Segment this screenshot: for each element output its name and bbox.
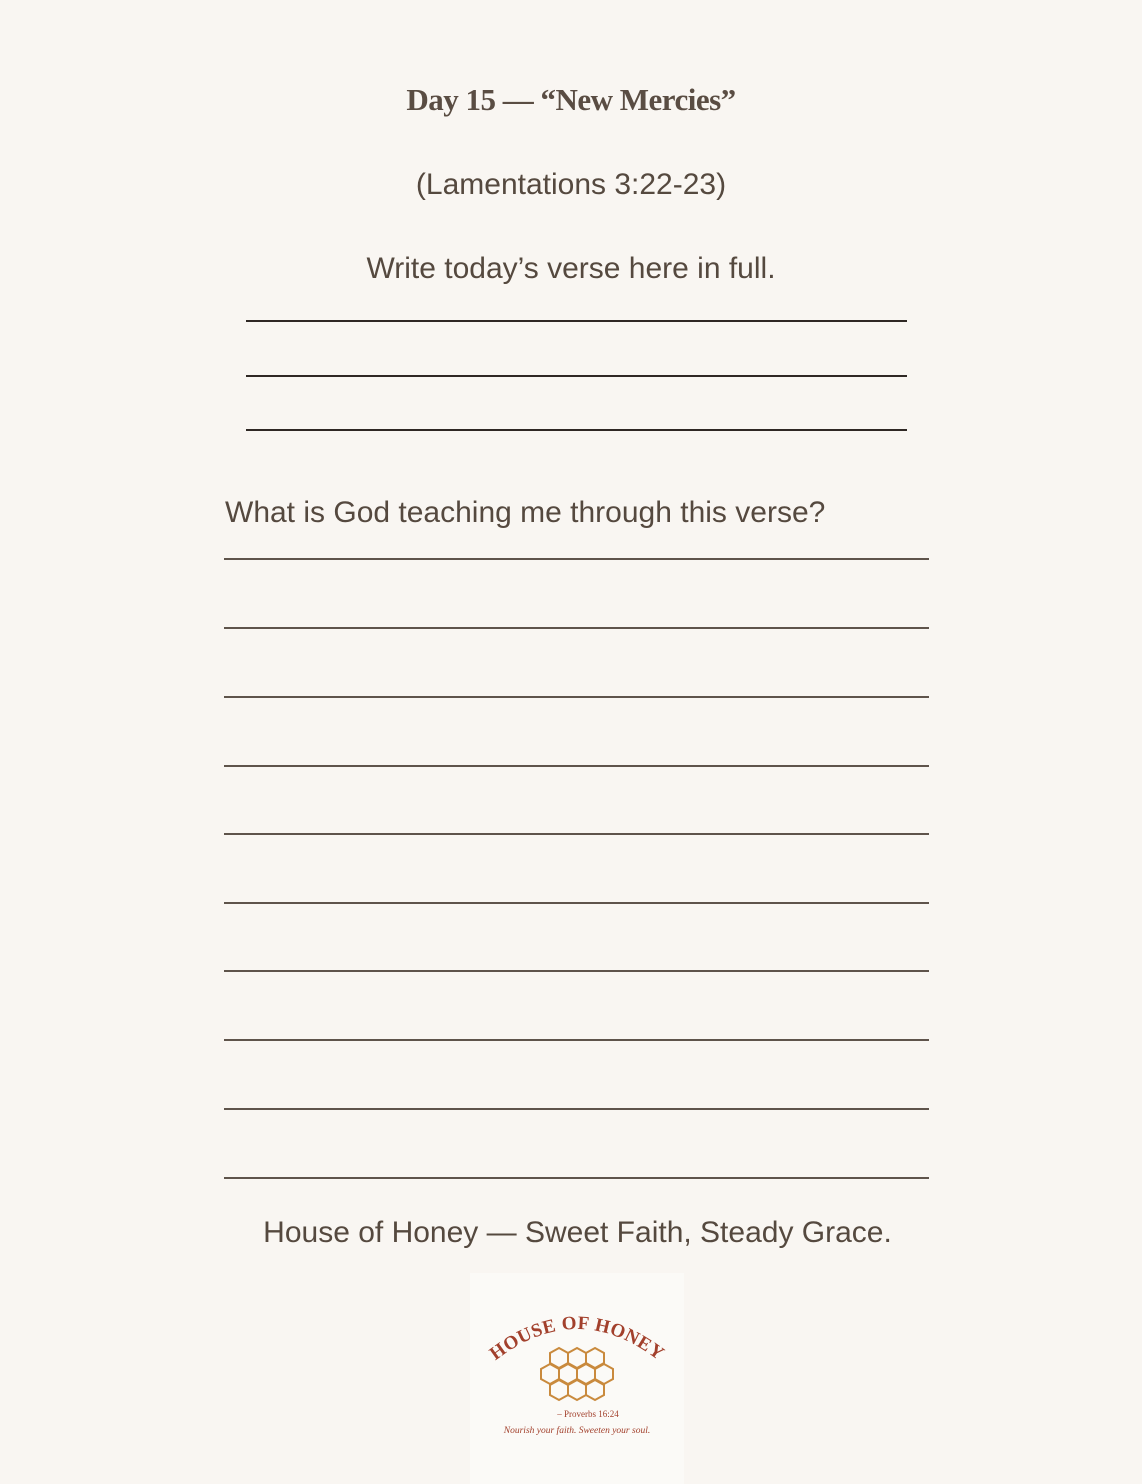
verse-writing-line-1[interactable] — [246, 320, 907, 322]
honeycomb-icon — [541, 1348, 613, 1400]
reflection-line-7[interactable] — [224, 970, 929, 972]
reflection-line-1[interactable] — [224, 558, 929, 560]
logo-motto: Nourish your faith. Sweeten your soul. — [503, 1426, 651, 1436]
reflection-line-2[interactable] — [224, 627, 929, 629]
reflection-line-6[interactable] — [224, 902, 929, 904]
verse-instruction: Write today’s verse here in full. — [366, 252, 776, 285]
footer-tagline: House of Honey — Sweet Faith, Steady Grace. — [263, 1216, 892, 1249]
verse-writing-line-2[interactable] — [246, 375, 907, 377]
logo-verse-ref: – Proverbs 16:24 — [557, 1409, 619, 1419]
reflection-line-8[interactable] — [224, 1039, 929, 1041]
reflection-line-9[interactable] — [224, 1108, 929, 1110]
page-title: Day 15 — “New Mercies” — [406, 82, 736, 117]
house-of-honey-logo — [470, 1273, 684, 1484]
scripture-reference: (Lamentations 3:22-23) — [415, 168, 727, 201]
reflection-line-3[interactable] — [224, 696, 929, 698]
logo-brand-text: HOUSE OF HONEY — [485, 1312, 669, 1365]
reflection-line-5[interactable] — [224, 833, 929, 835]
reflection-line-10[interactable] — [224, 1177, 929, 1179]
verse-writing-line-3[interactable] — [246, 429, 907, 431]
reflection-question: What is God teaching me through this verse? — [225, 496, 826, 529]
reflection-line-4[interactable] — [224, 765, 929, 767]
